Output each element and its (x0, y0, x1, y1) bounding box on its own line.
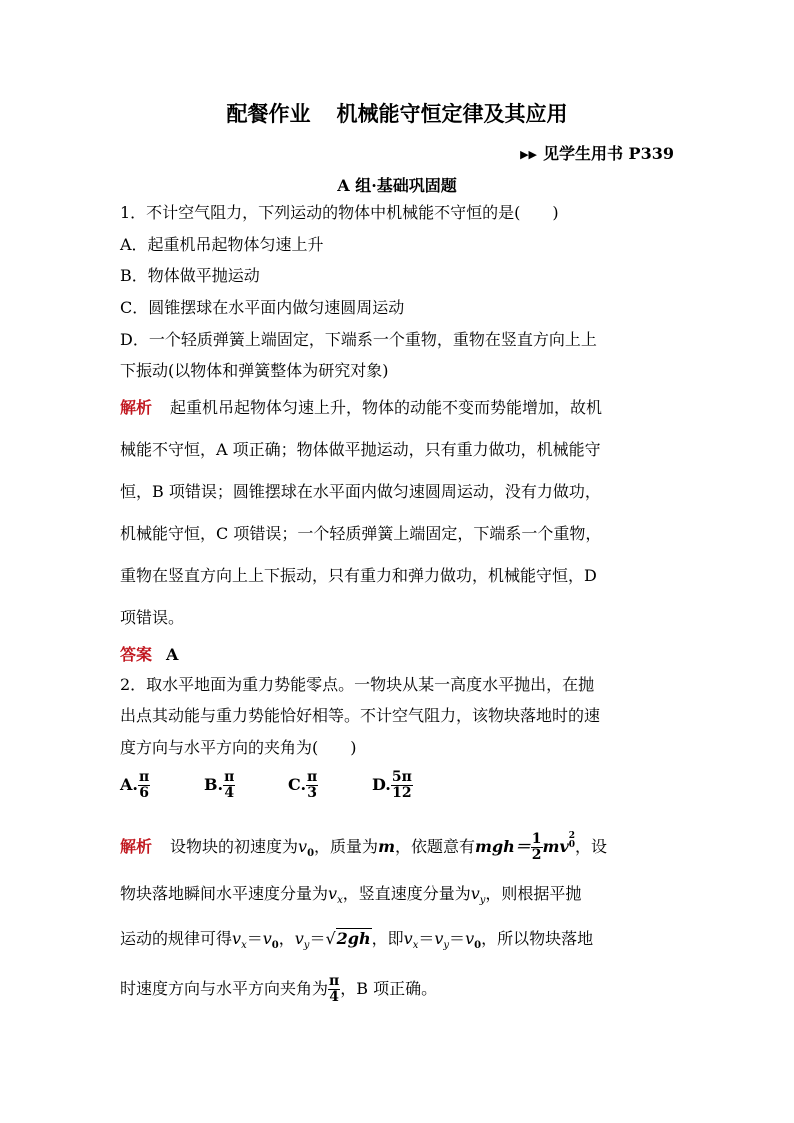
q2-stem-line-3: 度方向与水平方向的夹角为( ) (120, 738, 357, 757)
q2-analysis-line-2: 物块落地瞬间水平速度分量为$v_x$，竖直速度分量为$v_y$，则根据平抛 (120, 884, 582, 907)
q1-analysis-line-4: 机械能守恒，C 项错误；一个轻质弹簧上端固定，下端系一个重物， (120, 524, 602, 543)
q1-analysis-line-1: 解析 起重机吊起物体匀速上升，物体的动能不变而势能增加，故机 (120, 398, 603, 417)
q1-analysis-label: 解析 (120, 398, 153, 417)
q1-option-c: C．圆锥摆球在水平面内做匀速圆周运动 (120, 298, 405, 317)
q2-stem-line-2: 出点其动能与重力势能恰好相等。不计空气阻力，该物块落地时的速 (120, 706, 601, 725)
q2-analysis-label: 解析 (120, 837, 153, 856)
q1-option-b: B．物体做平抛运动 (120, 266, 260, 285)
q2-choice-c: C. $\frac{\pi}{3}$ (288, 769, 318, 801)
q1-answer-value: A (166, 645, 179, 664)
book-reference (520, 141, 674, 164)
q2-choice-a: A. $\frac{\pi}{6}$ (120, 769, 150, 801)
q2-stem-line-1: 2．取水平地面为重力势能零点。一物块从某一高度水平抛出，在抛 (120, 675, 595, 694)
q1-stem: 1．不计空气阻力，下列运动的物体中机械能不守恒的是( ) (120, 203, 559, 222)
q2-choice-d: D. $\frac{5\pi}{12}$ (372, 769, 412, 801)
title-right: 机械能守恒定律及其应用 (336, 101, 568, 126)
q1-answer (120, 645, 178, 665)
q1-analysis-line-5: 重物在竖直方向上上下振动，只有重力和弹力做功，机械能守恒，D (120, 566, 597, 585)
sqrt-expression: 2gh (336, 929, 371, 948)
group-title: A 组·基础巩固题 (337, 176, 457, 195)
page-title (0, 98, 794, 128)
q2-analysis-line-3: 运动的规律可得$v_x=v_0$，$v_y=√2gh$，即$v_x=v_y=v_0$，所以物块落地 (120, 929, 594, 952)
q1-option-d-cont: 下振动(以物体和弹簧整体为研究对象) (120, 361, 389, 380)
q2-choice-b: B. $\frac{\pi}{4}$ (204, 769, 235, 801)
q1-option-a: A．起重机吊起物体匀速上升 (120, 235, 324, 254)
double-arrow-icon: ▶▶ (520, 148, 537, 161)
book-reference-text: 见学生用书 P339 (542, 144, 674, 163)
q1-analysis-line-3: 恒，B 项错误；圆锥摆球在水平面内做匀速圆周运动，没有力做功， (120, 482, 601, 501)
q1-analysis-line-2: 械能不守恒，A 项正确；物体做平抛运动，只有重力做功，机械能守 (120, 440, 601, 459)
q1-option-d: D．一个轻质弹簧上端固定，下端系一个重物，重物在竖直方向上上 (120, 330, 597, 349)
q2-analysis-line-1: 解析 设物块的初速度为$v_0$，质量为m，依题意有mgh＝ $\frac{1}{2}$ mv 2 0 ，设 (120, 831, 608, 863)
title-left: 配餐作业 (226, 101, 311, 126)
q1-analysis-line-6: 项错误。 (120, 608, 185, 627)
q2-analysis-line-4: 时速度方向与水平方向夹角为 $\frac{\pi}{4}$ ，B 项正确。 (120, 973, 438, 1005)
q1-answer-label: 答案 (120, 645, 153, 664)
